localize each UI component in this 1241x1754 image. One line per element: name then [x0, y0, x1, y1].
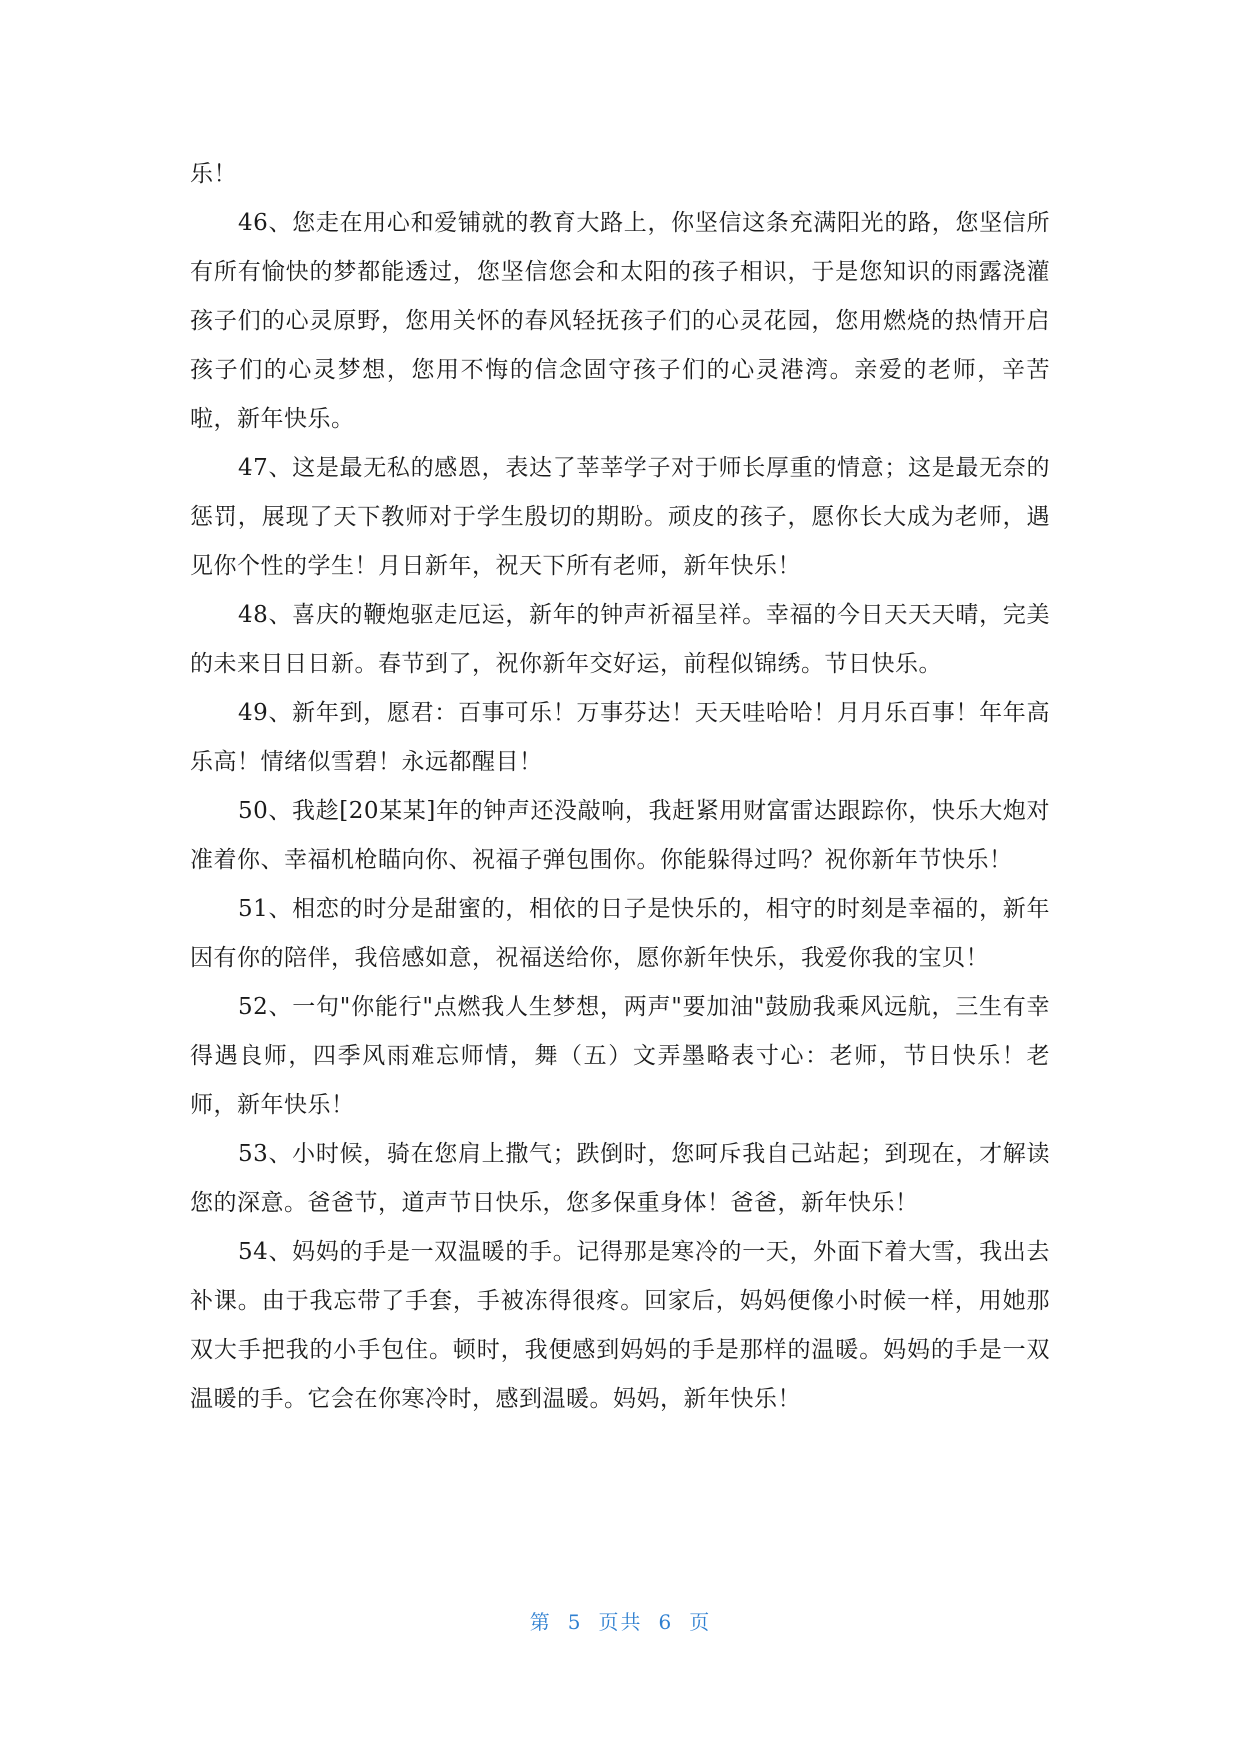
- paragraph-52: 52、一句"你能行"点燃我人生梦想，两声"要加油"鼓励我乘风远航，三生有幸得遇良师，四季风雨难忘师情，舞（五）文弄墨略表寸心：老师，节日快乐！老师，新年快乐！: [190, 994, 1050, 1118]
- paragraph-54: 54、妈妈的手是一双温暖的手。记得那是寒冷的一天，外面下着大雪，我出去补课。由于我忘带了手套，手被冻得很疼。回家后，妈妈便像小时候一样，用她那双大手把我的小手包住。顿时，我便感到妈妈的手是那样的温暖。妈妈的手是一双温暖的手。它会在你寒冷时，感到温暖。妈妈，新年快乐！: [190, 1239, 1050, 1412]
- paragraph-46: 46、您走在用心和爱铺就的教育大路上，你坚信这条充满阳光的路，您坚信所有所有愉快的梦都能透过，您坚信您会和太阳的孩子相识，于是您知识的雨露浇灌孩子们的心灵原野，您用关怀的春风轻抚孩子们的心灵花园，您用燃烧的热情开启孩子们的心灵梦想，您用不悔的信念固守孩子们的心灵港湾。亲爱的老师，辛苦啦，新年快乐。: [190, 210, 1050, 432]
- footer-prefix: 第: [529, 1610, 552, 1634]
- paragraph-48: 48、喜庆的鞭炮驱走厄运，新年的钟声祈福呈祥。幸福的今日天天天晴，完美的未来日日日新。春节到了，祝你新年交好运，前程似锦绣。节日快乐。: [190, 602, 1050, 677]
- footer-middle: 页共: [598, 1610, 643, 1634]
- paragraph-continuation: 乐！: [190, 161, 237, 187]
- document-body: [190, 150, 1050, 1424]
- paragraph-47: 47、这是最无私的感恩，表达了莘莘学子对于师长厚重的情意；这是最无奈的惩罚，展现了天下教师对于学生殷切的期盼。顽皮的孩子，愿你长大成为老师，遇见你个性的学生！月日新年，祝天下所有老师，新年快乐！: [190, 455, 1050, 579]
- paragraph-50: 50、我趁[20某某]年的钟声还没敲响，我赶紧用财富雷达跟踪你，快乐大炮对准着你、幸福机枪瞄向你、祝福子弹包围你。你能躲得过吗？祝你新年节快乐！: [190, 798, 1050, 873]
- paragraph-53: 53、小时候，骑在您肩上撒气；跌倒时，您呵斥我自己站起；到现在，才解读您的深意。爸爸节，道声节日快乐，您多保重身体！爸爸，新年快乐！: [190, 1141, 1050, 1216]
- page-footer: [0, 1606, 1241, 1635]
- footer-suffix: 页: [689, 1610, 712, 1634]
- footer-current-page: 5: [567, 1610, 583, 1634]
- footer-total-pages: 6: [658, 1610, 674, 1634]
- paragraph-51: 51、相恋的时分是甜蜜的，相依的日子是快乐的，相守的时刻是幸福的，新年因有你的陪伴，我倍感如意，祝福送给你，愿你新年快乐，我爱你我的宝贝！: [190, 896, 1050, 971]
- paragraph-49: 49、新年到，愿君：百事可乐！万事芬达！天天哇哈哈！月月乐百事！年年高乐高！情绪似雪碧！永远都醒目！: [190, 700, 1050, 775]
